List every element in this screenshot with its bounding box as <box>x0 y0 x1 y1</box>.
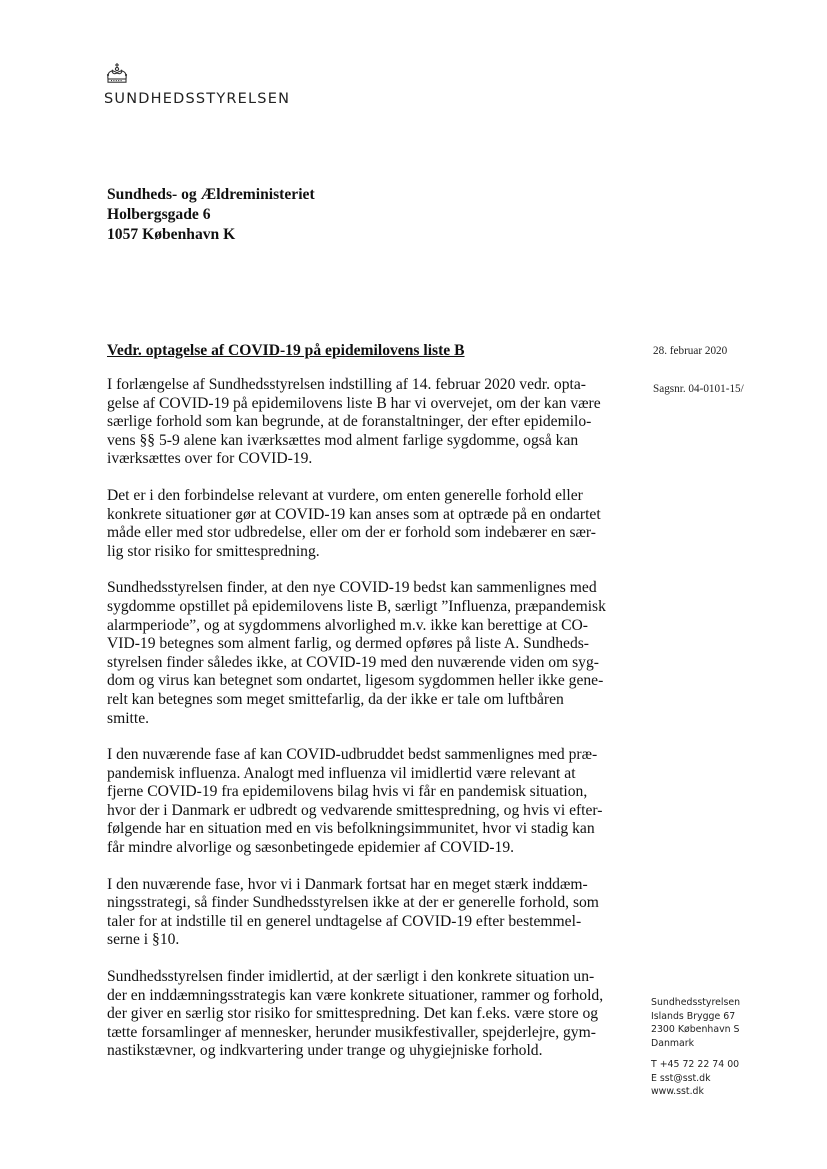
paragraph <box>107 968 604 1061</box>
footer-org: Sundhedsstyrelsen <box>651 997 741 1008</box>
paragraph <box>107 579 606 728</box>
text-line: lig stor risiko for smittespredning. <box>107 542 320 560</box>
footer-spacer <box>651 1050 740 1058</box>
text-line: får mindre alvorlige og sæsonbetingede epidemier af COVID-19. <box>107 839 515 857</box>
letterhead-logo <box>104 62 290 107</box>
text-line: ningsstrategi, så finder Sundhedsstyrelsen ikke at der er generelle forhold, som <box>107 894 599 912</box>
recipient-city: 1057 København K <box>107 226 236 243</box>
text-line: særlige forhold som kan begrunde, at de foranstaltninger, der efter epidemilo- <box>107 413 592 431</box>
letter-subject: Vedr. optagelse af COVID-19 på epidemilovens liste B <box>107 342 465 359</box>
recipient-street: Holbergsgade 6 <box>107 206 211 223</box>
text-line: pandemisk influenza. Analogt med influenza vil imidlertid være relevant at <box>107 764 576 782</box>
text-line: taler for at indstille til en generel undtagelse af COVID-19 efter bestemmel- <box>107 912 582 930</box>
text-line: Sundhedsstyrelsen finder imidlertid, at der særligt i den konkrete situation un- <box>107 968 595 986</box>
letter-body <box>107 376 606 1079</box>
paragraph <box>107 376 601 469</box>
text-line: følgende har en situation med en vis befolkningsimmunitet, hvor vi stadig kan <box>107 820 595 838</box>
text-line: der giver en særlig stor risiko for smittespredning. Det kan f.eks. være store og <box>107 1005 599 1023</box>
org-wordmark: SUNDHEDSSTYRELSEN <box>104 91 291 107</box>
footer-country: Danmark <box>651 1037 695 1049</box>
text-line: smitte. <box>107 709 150 727</box>
text-line: iværksættes over for COVID-19. <box>107 450 313 468</box>
text-line: nastikstævner, og indkvartering under trange og uhygiejniske forhold. <box>107 1042 543 1060</box>
text-line: gelse af COVID-19 på epidemilovens liste B har vi overvejet, om der kan være <box>107 394 601 412</box>
text-line: konkrete situationer gør at COVID-19 kan anses som at optræde på en ondartet <box>107 505 601 523</box>
text-line: der en inddæmningsstrategis kan være konkrete situationer, rammer og forhold, <box>107 986 604 1004</box>
letter-date: 28. februar 2020 <box>653 345 728 357</box>
paragraph <box>107 875 599 950</box>
footer-city: 2300 København S <box>651 1024 740 1035</box>
text-line: serne i §10. <box>107 931 180 949</box>
text-line: VID-19 betegnes som alment farlig, og dermed opføres på liste A. Sundheds- <box>107 635 589 653</box>
crown-icon <box>104 62 130 88</box>
text-line: styrelsen finder således ikke, at COVID-19 med den nuværende viden om syg- <box>107 653 599 671</box>
text-line: hvor der i Danmark er udbredt og vedvarende smittespredning, og hvis vi efter- <box>107 801 603 819</box>
recipient-address <box>107 185 315 245</box>
sender-contact-block <box>651 996 740 1099</box>
text-line: vens §§ 5-9 alene kan iværksættes mod alment farlige sygdomme, også kan <box>107 431 579 449</box>
footer-phone: T +45 72 22 74 00 <box>651 1059 740 1070</box>
paragraph <box>107 746 603 858</box>
text-line: fjerne COVID-19 fra epidemilovens bilag hvis vi får en pandemisk situation, <box>107 783 588 801</box>
text-line: tætte forsamlinger af mennesker, herunder musikfestivaller, spejderlejre, gym- <box>107 1023 596 1041</box>
text-line: I forlængelse af Sundhedsstyrelsen indstilling af 14. februar 2020 vedr. opta- <box>107 376 586 393</box>
text-line: Sundhedsstyrelsen finder, at den nye COVID-19 bedst kan sammenlignes med <box>107 579 597 597</box>
text-line: sygdomme opstillet på epidemilovens liste B, særligt ”Influenza, præpandemisk <box>107 597 606 615</box>
text-line: I den nuværende fase, hvor vi i Danmark fortsat har en meget stærk inddæm- <box>107 875 588 893</box>
case-number: Sagsnr. 04-0101-15/ <box>653 383 744 395</box>
footer-email: E sst@sst.dk <box>651 1072 711 1084</box>
text-line: Det er i den forbindelse relevant at vurdere, om enten generelle forhold eller <box>107 486 583 504</box>
text-line: relt kan betegnes som meget smittefarlig, da der ikke er tale om luftbåren <box>107 690 564 708</box>
text-line: alarmperiode”, og at sygdommens alvorlighed m.v. ikke kan berettige at CO- <box>107 616 588 634</box>
paragraph <box>107 486 601 561</box>
footer-web: www.sst.dk <box>651 1086 704 1097</box>
text-line: dom og virus kan betegnet som ondartet, ligesom sygdommen heller ikke gene- <box>107 672 604 690</box>
text-line: måde eller med stor udbredelse, eller om der er forhold som indebærer en sær- <box>107 524 596 542</box>
footer-street: Islands Brygge 67 <box>651 1010 736 1022</box>
recipient-name: Sundheds- og Ældreministeriet <box>107 186 315 203</box>
text-line: I den nuværende fase af kan COVID-udbruddet bedst sammenlignes med præ- <box>107 746 598 764</box>
